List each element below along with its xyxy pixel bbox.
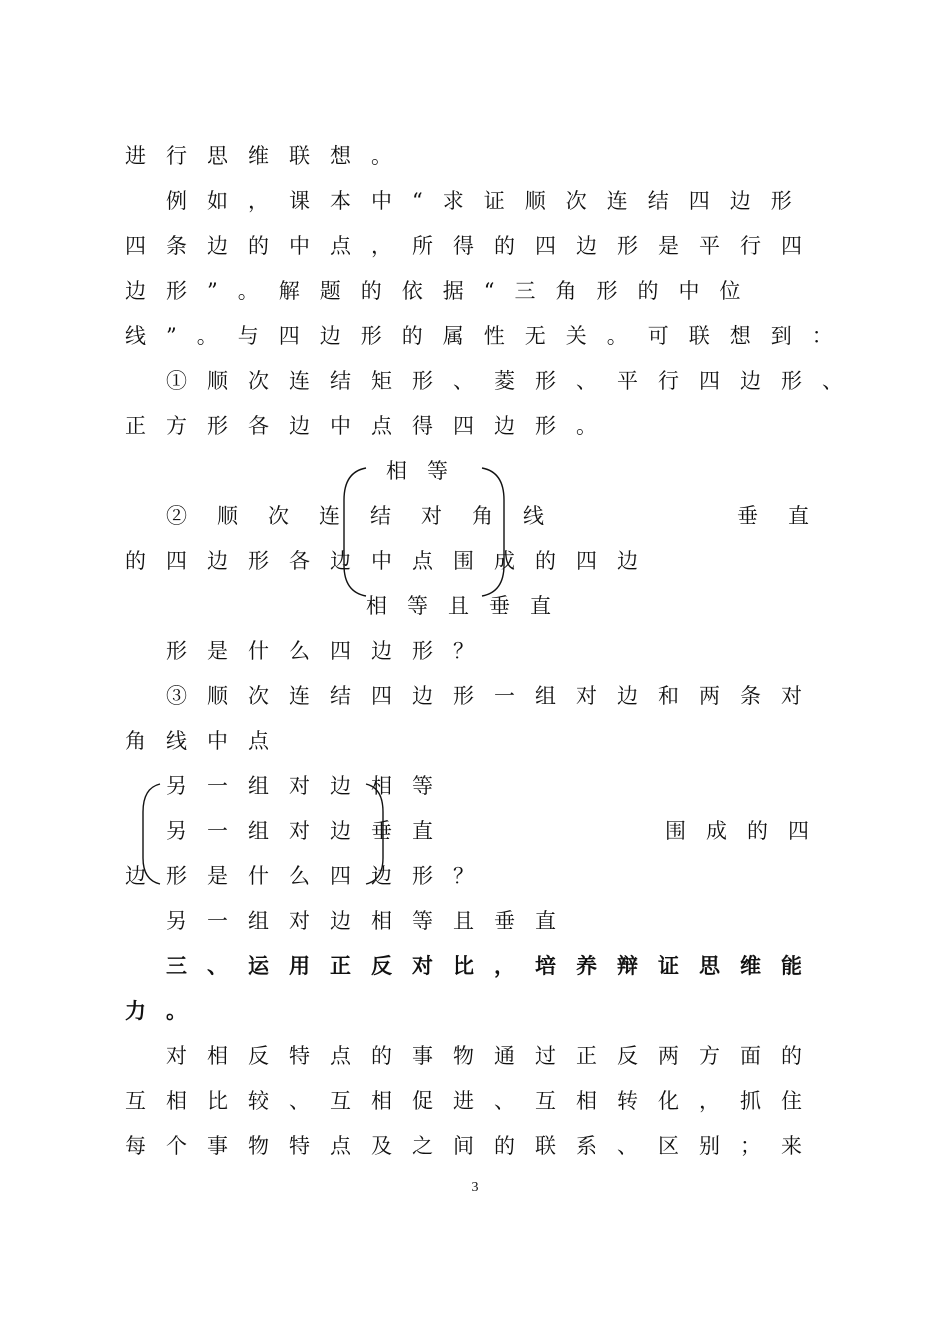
text-line: 边形”。解题的依据“三角形的中位 xyxy=(125,279,761,303)
text-line: 另一组对边相等 xyxy=(166,774,453,798)
text-line: 例如，课本中“求证顺次连结四边形 xyxy=(166,189,812,213)
section-heading: 三、运用正反对比，培养辩证思维能 xyxy=(166,954,822,978)
text-line: 另一组对边垂直 xyxy=(166,819,453,843)
left-brace-icon xyxy=(344,468,366,596)
text-line: 四条边的中点，所得的四边形是平行四 xyxy=(125,234,822,258)
text-line: 线”。与四边形的属性无关。可联想到： xyxy=(125,324,853,348)
text-line: 垂直 xyxy=(737,504,839,528)
text-line: 的四边形各边中点围成的四边 xyxy=(125,549,658,573)
text-line: 角线中点 xyxy=(125,729,289,753)
text-line: 另一组对边相等且垂直 xyxy=(166,909,576,933)
text-line: 形是什么四边形？ xyxy=(166,639,494,663)
right-brace-icon xyxy=(482,468,504,596)
page-number: 3 xyxy=(471,1180,479,1195)
text-line: 相等且垂直 xyxy=(366,594,571,618)
text-line: 相等 xyxy=(386,459,468,483)
text-line: 边形是什么四边形？ xyxy=(125,864,494,888)
section-heading: 力。 xyxy=(125,999,207,1023)
text-line: 正方形各边中点得四边形。 xyxy=(125,414,617,438)
text-line: 进行思维联想。 xyxy=(125,144,412,168)
text-line: ①顺次连结矩形、菱形、平行四边形、 xyxy=(166,369,863,393)
text-line: 围成的四 xyxy=(665,819,829,843)
text-line: ③顺次连结四边形一组对边和两条对 xyxy=(166,684,822,708)
text-line: 对相反特点的事物通过正反两方面的 xyxy=(166,1044,822,1068)
text-line: 每个事物特点及之间的联系、区别；来 xyxy=(125,1134,822,1158)
text-line: ②顺次连结对角线 xyxy=(166,504,574,528)
text-line: 互相比较、互相促进、互相转化，抓住 xyxy=(125,1089,822,1113)
